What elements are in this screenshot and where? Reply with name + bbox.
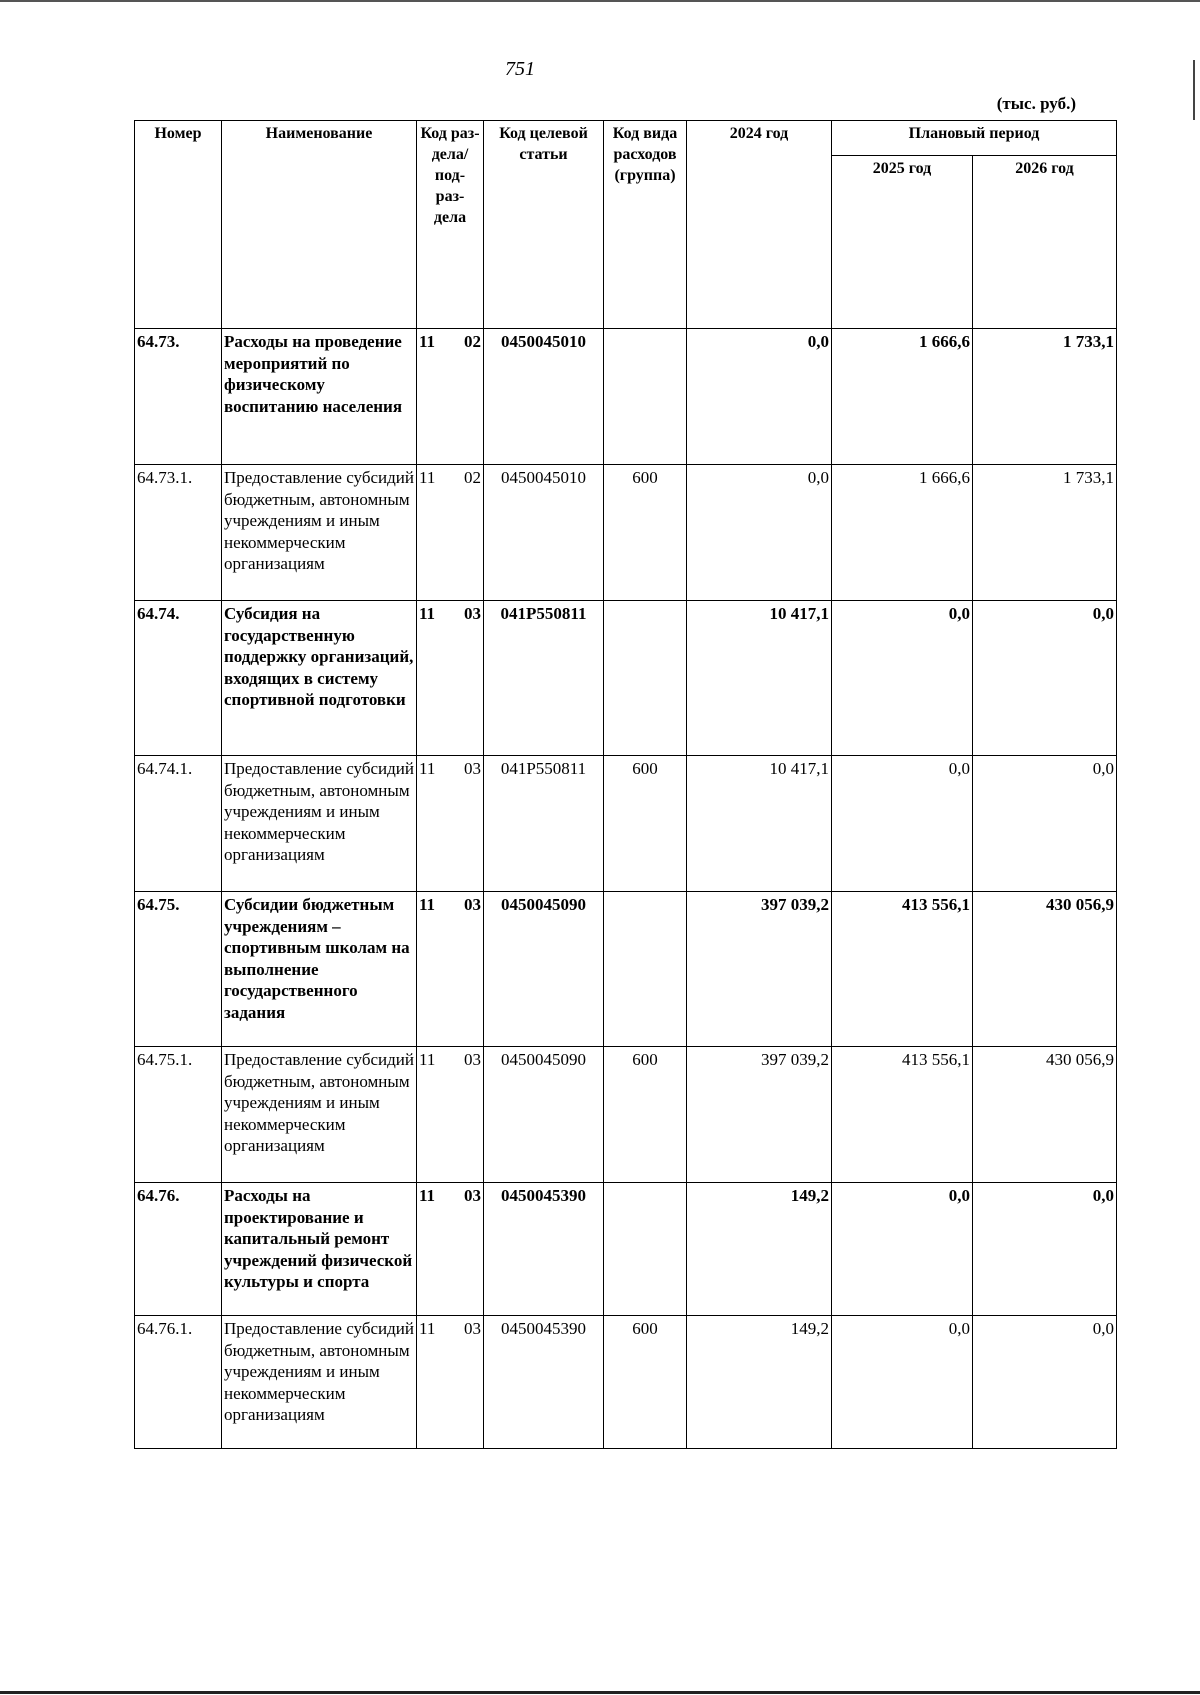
cell-csr: 0450045010 (484, 329, 604, 465)
cell-vr: 600 (604, 756, 687, 892)
cell-2024: 149,2 (687, 1183, 832, 1316)
units-label: (тыс. руб.) (996, 94, 1076, 113)
cell-csr: 041P550811 (484, 601, 604, 756)
cell-vr: 600 (604, 465, 687, 601)
cell-nomer: 64.74. (135, 601, 222, 756)
cell-2025: 0,0 (832, 1316, 973, 1449)
cell-name: Предоставление субсидий бюджетным, автономным учреждениям и иным некоммерческим организациям (222, 1316, 417, 1449)
cell-razdel (417, 465, 484, 601)
cell-csr: 0450045390 (484, 1316, 604, 1449)
col-header-2026: 2026 год (973, 156, 1117, 329)
cell-razdel (417, 1316, 484, 1449)
cell-2024: 10 417,1 (687, 756, 832, 892)
cell-csr: 041P550811 (484, 756, 604, 892)
cell-2026: 430 056,9 (973, 1047, 1117, 1183)
cell-nomer: 64.74.1. (135, 756, 222, 892)
table-row (135, 1183, 1117, 1316)
cell-razdel (417, 601, 484, 756)
page-number: 751 (505, 58, 535, 80)
table-row (135, 601, 1117, 756)
cell-name: Предоставление субсидий бюджетным, автономным учреждениям и иным некоммерческим организациям (222, 1047, 417, 1183)
cell-razdel (417, 1047, 484, 1183)
table-row (135, 1047, 1117, 1183)
header-row-1 (135, 121, 1117, 156)
cell-2024: 0,0 (687, 329, 832, 465)
table-row (135, 756, 1117, 892)
cell-vr (604, 329, 687, 465)
cell-2024: 397 039,2 (687, 892, 832, 1047)
table-row (135, 892, 1117, 1047)
cell-rz: 11 (419, 759, 436, 778)
cell-2026: 1 733,1 (973, 465, 1117, 601)
cell-pr: 03 (464, 1319, 481, 1338)
cell-pr: 03 (464, 1186, 481, 1205)
cell-csr: 0450045090 (484, 892, 604, 1047)
col-header-planoviy: Плановый период (832, 121, 1117, 156)
cell-rz: 11 (419, 1050, 436, 1069)
cell-vr: 600 (604, 1047, 687, 1183)
col-header-naimenovanie: Наименование (222, 121, 417, 329)
cell-csr: 0450045390 (484, 1183, 604, 1316)
table-row (135, 329, 1117, 465)
cell-2026: 430 056,9 (973, 892, 1117, 1047)
table-row (135, 465, 1117, 601)
cell-rz: 11 (419, 1186, 436, 1205)
cell-2025: 1 666,6 (832, 329, 973, 465)
cell-2024: 10 417,1 (687, 601, 832, 756)
cell-2026: 0,0 (973, 1316, 1117, 1449)
cell-pr: 02 (464, 332, 481, 351)
cell-pr: 03 (464, 759, 481, 778)
cell-razdel (417, 329, 484, 465)
cell-2025: 0,0 (832, 1183, 973, 1316)
cell-2024: 0,0 (687, 465, 832, 601)
cell-2026: 1 733,1 (973, 329, 1117, 465)
cell-pr: 02 (464, 468, 481, 487)
col-header-kod-celevoy: Код целевой статьи (484, 121, 604, 329)
col-header-2024: 2024 год (687, 121, 832, 329)
cell-2025: 1 666,6 (832, 465, 973, 601)
cell-rz: 11 (419, 332, 436, 351)
cell-vr (604, 1183, 687, 1316)
cell-2025: 0,0 (832, 601, 973, 756)
cell-2025: 413 556,1 (832, 1047, 973, 1183)
scan-edge-top (0, 0, 1200, 2)
cell-nomer: 64.73.1. (135, 465, 222, 601)
cell-2026: 0,0 (973, 756, 1117, 892)
scan-edge-right (1193, 60, 1195, 120)
cell-pr: 03 (464, 1050, 481, 1069)
cell-csr: 0450045010 (484, 465, 604, 601)
cell-rz: 11 (419, 895, 436, 914)
cell-name: Предоставление субсидий бюджетным, автономным учреждениям и иным некоммерческим организациям (222, 465, 417, 601)
cell-name: Субсидия на государственную поддержку организаций, входящих в систему спортивной подготовки (222, 601, 417, 756)
cell-razdel (417, 892, 484, 1047)
col-header-nomer: Номер (135, 121, 222, 329)
cell-csr: 0450045090 (484, 1047, 604, 1183)
cell-nomer: 64.75. (135, 892, 222, 1047)
cell-name: Субсидии бюджетным учреждениям – спортивным школам на выполнение государственного задания (222, 892, 417, 1047)
col-header-2025: 2025 год (832, 156, 973, 329)
cell-2026: 0,0 (973, 1183, 1117, 1316)
budget-table (134, 120, 1117, 1449)
cell-pr: 03 (464, 604, 481, 623)
cell-vr: 600 (604, 1316, 687, 1449)
cell-razdel (417, 1183, 484, 1316)
cell-2024: 149,2 (687, 1316, 832, 1449)
cell-2025: 0,0 (832, 756, 973, 892)
cell-vr (604, 601, 687, 756)
scan-edge-bottom (0, 1691, 1200, 1694)
cell-2025: 413 556,1 (832, 892, 973, 1047)
col-header-kod-vida: Код вида расходов (группа) (604, 121, 687, 329)
cell-rz: 11 (419, 468, 436, 487)
cell-rz: 11 (419, 1319, 436, 1338)
cell-name: Предоставление субсидий бюджетным, автономным учреждениям и иным некоммерческим организациям (222, 756, 417, 892)
cell-name: Расходы на проведение мероприятий по физическому воспитанию населения (222, 329, 417, 465)
col-header-kod-razdela: Код раз- дела/ под- раз- дела (417, 121, 484, 329)
cell-razdel (417, 756, 484, 892)
cell-nomer: 64.76. (135, 1183, 222, 1316)
cell-pr: 03 (464, 895, 481, 914)
cell-name: Расходы на проектирование и капитальный ремонт учреждений физической культуры и спорта (222, 1183, 417, 1316)
cell-nomer: 64.76.1. (135, 1316, 222, 1449)
cell-nomer: 64.73. (135, 329, 222, 465)
cell-2024: 397 039,2 (687, 1047, 832, 1183)
cell-vr (604, 892, 687, 1047)
cell-2026: 0,0 (973, 601, 1117, 756)
cell-rz: 11 (419, 604, 436, 623)
cell-nomer: 64.75.1. (135, 1047, 222, 1183)
table-row (135, 1316, 1117, 1449)
